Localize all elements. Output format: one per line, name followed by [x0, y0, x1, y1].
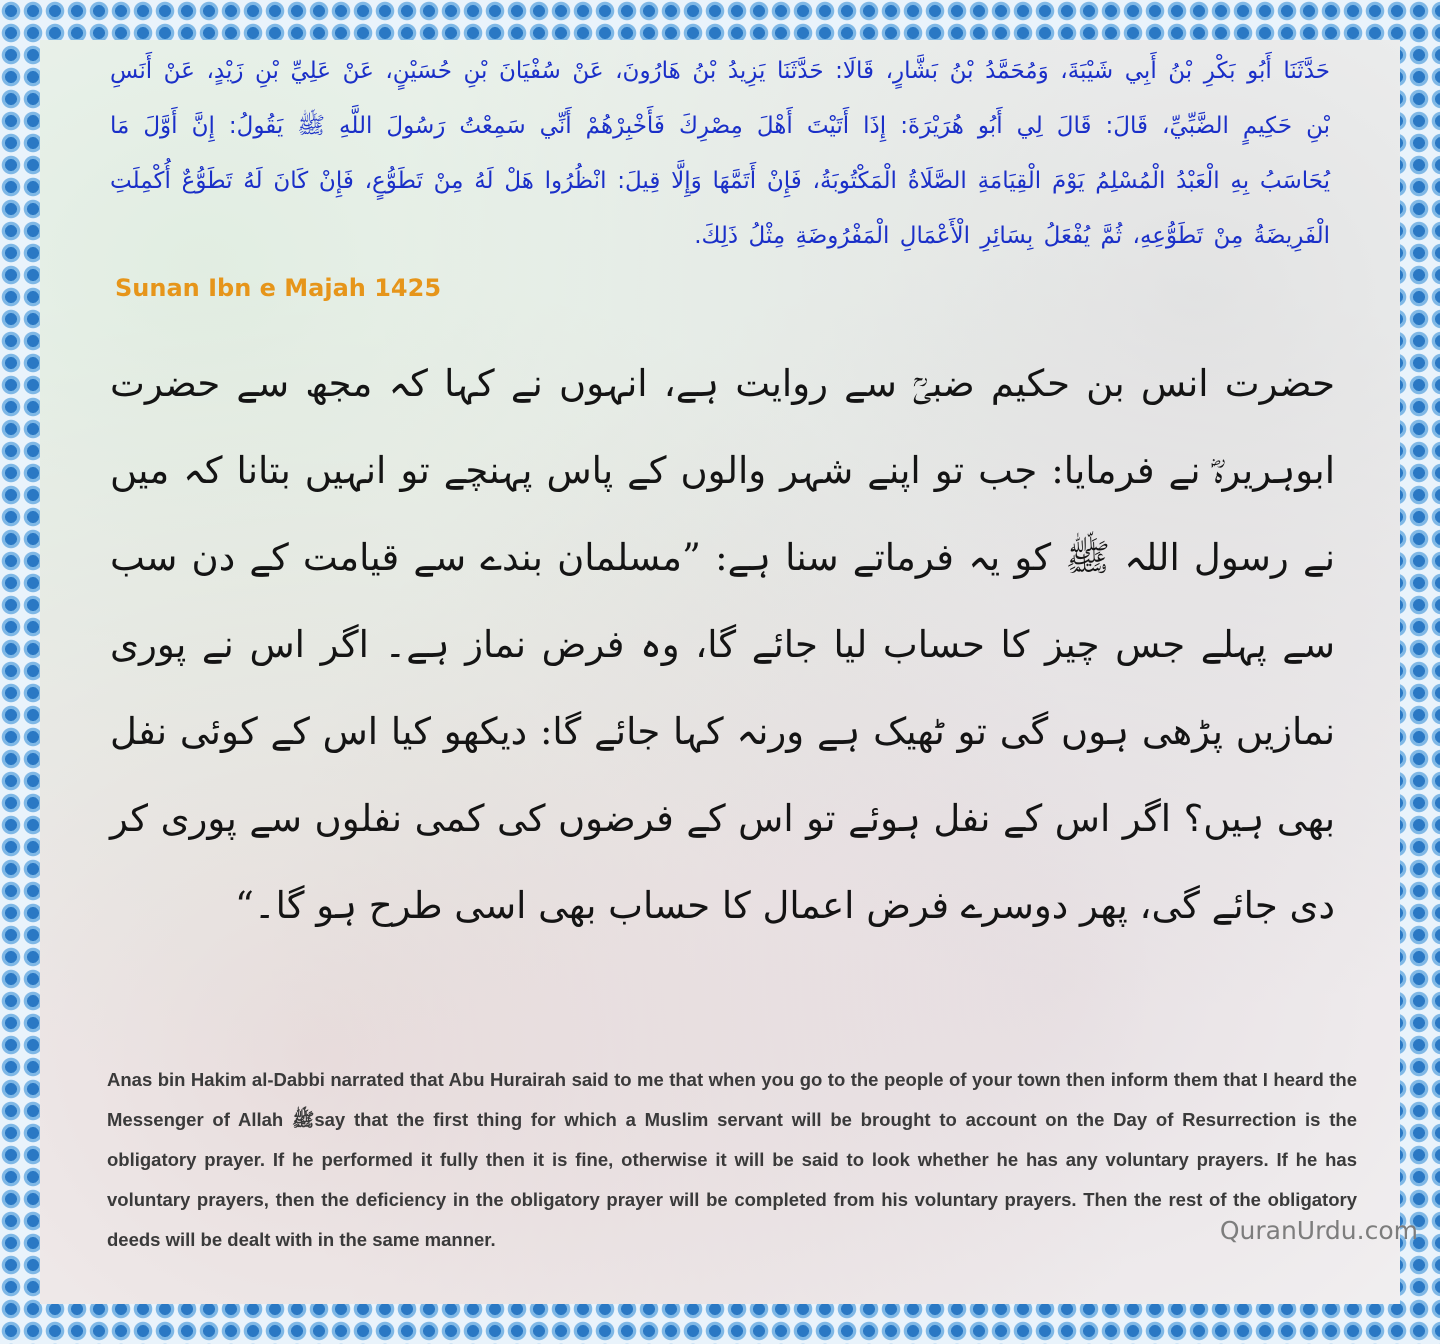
english-translation-text: Anas bin Hakim al-Dabbi narrated that Abu Hurairah said to me that when you go to the people of your town then inform them that I heard the Messenger of Allah ﷺsay that the first thing for which a Muslim servant will be brought to account on the Day of Resurrection is the obligatory prayer. If he performed it fully then it is fine, otherwise it will be said to look whether he has any voluntary prayers. If he has voluntary prayers, then the deficiency in the obligatory prayer will be completed from his voluntary prayers. Then the rest of the obligatory deeds will be dealt with in the same manner. — [107, 1069, 1357, 1250]
content-panel — [40, 40, 1400, 1304]
hadith-source-label: Sunan Ibn e Majah 1425 — [115, 274, 442, 302]
arabic-hadith-text: حَدَّثَنَا أَبُو بَكْرِ بْنُ أَبِي شَيْبَةَ، وَمُحَمَّدُ بْنُ بَشَّارٍ، قَالَا: حَدَّثَنَا يَزِيدُ بْنُ هَارُونَ، عَنْ سُفْيَانَ بْنِ حُسَيْنٍ، عَنْ عَلِيِّ بْنِ زَيْدٍ، عَنْ أَنَسِ بْنِ حَكِيمٍ الضَّبِّيِّ، قَالَ: قَالَ لِي أَبُو هُرَيْرَةَ: إِذَا أَتَيْتَ أَهْلَ مِصْرِكَ فَأَخْبِرْهُمْ أَنِّي سَمِعْتُ رَسُولَ اللَّهِ ﷺ يَقُولُ: إِنَّ أَوَّلَ مَا يُحَاسَبُ بِهِ الْعَبْدُ الْمُسْلِمُ يَوْمَ الْقِيَامَةِ الصَّلَاةُ الْمَكْتُوبَةُ، فَإِنْ أَتَمَّهَا وَإِلَّا قِيلَ: انْظُرُوا هَلْ لَهُ مِنْ تَطَوُّعٍ، فَإِنْ كَانَ لَهُ تَطَوُّعٌ أُكْمِلَتِ الْفَرِيضَةُ مِنْ تَطَوُّعِهِ، ثُمَّ يُفْعَلُ بِسَائِرِ الْأَعْمَالِ الْمَفْرُوضَةِ مِثْلُ ذَلِكَ. — [110, 58, 1330, 249]
site-watermark: QuranUrdu.com — [1219, 1216, 1418, 1245]
urdu-translation-text: حضرت انس بن حکیم ضبیؒ سے روایت ہے، انہوں نے کہا کہ مجھ سے حضرت ابوہریرہؓ نے فرمایا: جب تو اپنے شہر والوں کے پاس پہنچے تو انہیں بتانا کہ میں نے رسول اللہ ﷺ کو یہ فرماتے سنا ہے: ”مسلمان بندے سے قیامت کے دن سب سے پہلے جس چیز کا حساب لیا جائے گا، وہ فرض نماز ہے۔ اگر اس نے پوری نمازیں پڑھی ہوں گی تو ٹھیک ہے ورنہ کہا جائے گا: دیکھو کیا اس کے کوئی نفل بھی ہیں؟ اگر اس کے نفل ہوئے تو اس کے فرضوں کی کمی نفلوں سے پوری کر دی جائے گی، پھر دوسرے فرض اعمال کا حساب بھی اسی طرح ہو گا۔“ — [110, 362, 1335, 927]
